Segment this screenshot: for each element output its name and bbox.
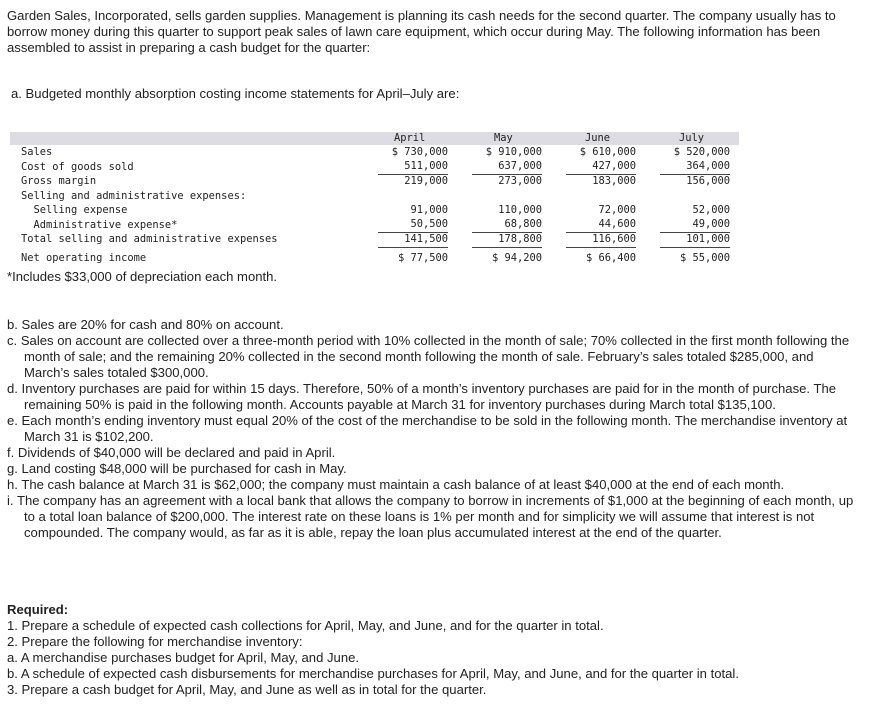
cell-sales-july: $ 520,000 bbox=[673, 146, 730, 158]
required-heading: Required: bbox=[7, 602, 69, 617]
col-header-may: May bbox=[494, 132, 513, 144]
cell-selling-july: 52,000 bbox=[692, 204, 730, 216]
cell-noi-april: $ 77,500 bbox=[397, 252, 448, 264]
required-line: 2. Prepare the following for merchandise inventory: bbox=[7, 634, 303, 649]
part-a-text: a. Budgeted monthly absorption costing income statements for April–July are: bbox=[11, 86, 460, 101]
cell-admin-june: 44,600 bbox=[566, 217, 636, 233]
cell-cogs-july: 364,000 bbox=[660, 159, 730, 175]
cell-cogs-april: 511,000 bbox=[378, 159, 448, 175]
col-header-april: April bbox=[394, 132, 426, 144]
cell-gm-may: 273,000 bbox=[498, 175, 542, 187]
list-item: i. The company has an agreement with a local bank that allows the company to borrow in increments of $1,000 at the beginning of each month, up to a total loan balance of $200,000. The interest rate on these loans is 1% per month and for simplicity we will assume that interest is not compounded. The company would, as far as it is able, repay the loan plus accumulated interest at the end of the quarter. bbox=[7, 493, 854, 540]
required-line: 1. Prepare a schedule of expected cash collections for April, May, and June, and for the quarter in total. bbox=[7, 618, 604, 633]
income-statement-table bbox=[0, 0, 870, 270]
cell-admin-july: 49,000 bbox=[660, 217, 730, 233]
list-item: f. Dividends of $40,000 will be declared and paid in April. bbox=[7, 445, 336, 460]
row-label-gross-margin: Gross margin bbox=[21, 175, 97, 187]
cell-admin-april: 50,500 bbox=[378, 217, 448, 233]
cell-selling-may: 110,000 bbox=[498, 204, 542, 216]
cell-totsga-april: 141,500 bbox=[378, 232, 448, 248]
cell-noi-july: $ 55,000 bbox=[679, 252, 730, 264]
row-label-total-sga: Total selling and administrative expenses bbox=[21, 233, 278, 245]
list-item: g. Land costing $48,000 will be purchased for cash in May. bbox=[7, 461, 347, 476]
required-line: b. A schedule of expected cash disbursements for merchandise purchases for April, May, and June, and for the quarter in total. bbox=[7, 666, 739, 681]
cell-noi-may: $ 94,200 bbox=[491, 252, 542, 264]
cell-sales-april: $ 730,000 bbox=[391, 146, 448, 158]
cell-gm-july: 156,000 bbox=[686, 175, 730, 187]
col-header-june: June bbox=[585, 132, 611, 144]
col-header-july: July bbox=[679, 132, 705, 144]
cell-totsga-july: 101,000 bbox=[660, 232, 730, 248]
row-label-noi: Net operating income bbox=[21, 252, 147, 264]
list-item: d. Inventory purchases are paid for within 15 days. Therefore, 50% of a month’s inventory purchases are paid for in the month of purchase. The remaining 50% is paid in the following month. Accounts payable at March 31 for inventory purchases during March total $135,100. bbox=[7, 381, 837, 412]
required-line: a. A merchandise purchases budget for April, May, and June. bbox=[7, 650, 360, 665]
cell-gm-april: 219,000 bbox=[404, 175, 448, 187]
intro-paragraph: Garden Sales, Incorporated, sells garden supplies. Management is planning its cash needs for the second quarter. The company usually has to borrow money during this quarter to support peak sales of lawn care equipment, which occur during May. The following information has been assembled to assist in preparing a cash budget for the quarter: bbox=[7, 8, 836, 55]
row-label-admin: Administrative expense* bbox=[21, 219, 178, 231]
list-item: h. The cash balance at March 31 is $62,000; the company must maintain a cash balance of at least $40,000 at the end of each month. bbox=[7, 477, 785, 492]
cell-admin-may: 68,800 bbox=[472, 217, 542, 233]
cell-cogs-june: 427,000 bbox=[566, 159, 636, 175]
cell-sales-may: $ 910,000 bbox=[485, 146, 542, 158]
depreciation-footnote: *Includes $33,000 of depreciation each month. bbox=[7, 269, 278, 284]
assumptions-list bbox=[7, 317, 862, 541]
required-section bbox=[7, 602, 862, 698]
cell-totsga-june: 116,600 bbox=[566, 232, 636, 248]
row-label-sales: Sales bbox=[21, 146, 53, 158]
cell-gm-june: 183,000 bbox=[592, 175, 636, 187]
list-item: c. Sales on account are collected over a three-month period with 10% collected in the month of sale; 70% collected in the first month following the month of sale; and the remaining 20% collected in the second month following the month of sale. February’s sales totaled $285,000, and March’s sales totaled $300,000. bbox=[7, 333, 850, 380]
required-line: 3. Prepare a cash budget for April, May, and June as well as in total for the quarter. bbox=[7, 682, 487, 697]
row-label-selling: Selling expense bbox=[21, 204, 128, 216]
row-label-cogs: Cost of goods sold bbox=[21, 161, 134, 173]
row-label-sga-header: Selling and administrative expenses: bbox=[21, 190, 247, 202]
list-item: b. Sales are 20% for cash and 80% on account. bbox=[7, 317, 284, 332]
cell-sales-june: $ 610,000 bbox=[579, 146, 636, 158]
cell-selling-april: 91,000 bbox=[410, 204, 448, 216]
list-item: e. Each month’s ending inventory must equal 20% of the cost of the merchandise to be sold in the following month. The merchandise inventory at March 31 is $102,200. bbox=[7, 413, 848, 444]
cell-cogs-may: 637,000 bbox=[472, 159, 542, 175]
cell-noi-june: $ 66,400 bbox=[585, 252, 636, 264]
cell-totsga-may: 178,800 bbox=[472, 232, 542, 248]
cell-selling-june: 72,000 bbox=[598, 204, 636, 216]
